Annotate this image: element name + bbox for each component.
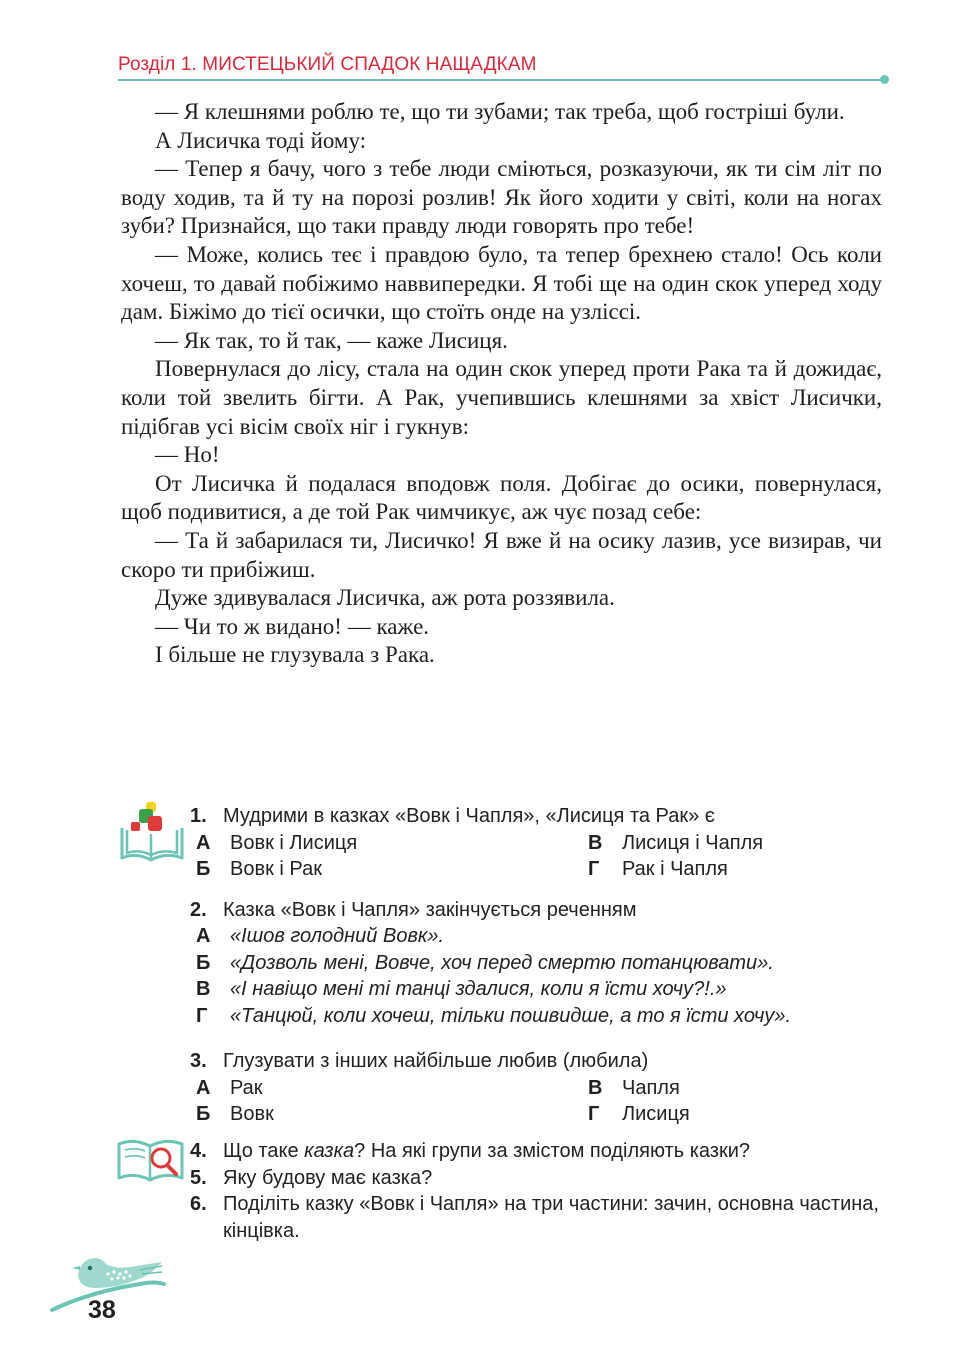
test-question-1 bbox=[190, 803, 890, 830]
answer-option: Б «Дозволь мені, Вовче, хоч перед смертю потанцювати». bbox=[196, 951, 774, 974]
story-paragraph: Повернулася до лісу, стала на один скок уперед проти Рака та й дожидає, коли той звелить бігти. А Рак, учепившись клешнями за хвіст Лисички, підібгав усі вісім своїх ніг і гукнув: bbox=[121, 356, 882, 439]
question-4: 4. Що таке казка? На які групи за змістом поділяють казки? bbox=[190, 1138, 882, 1165]
question-text: Мудрими в казках «Вовк і Чапля», «Лисиця та Рак» є bbox=[223, 805, 715, 827]
story-text bbox=[121, 98, 882, 670]
question-text: Глузувати з інших найбільше любив (любила) bbox=[223, 1050, 649, 1072]
answer-option: В Чапля bbox=[588, 1076, 680, 1099]
term: казка bbox=[304, 1140, 355, 1162]
answer-option: В «І навіщо мені ті танці здалися, коли я їсти хочу?!.» bbox=[196, 978, 727, 1000]
story-paragraph: І більше не глузувала з Рака. bbox=[155, 642, 435, 668]
answer-option: Г Рак і Чапля bbox=[588, 858, 728, 880]
answer-option: В Лисиця і Чапля bbox=[588, 831, 764, 854]
answer-options bbox=[190, 923, 890, 1029]
question-6 bbox=[190, 1191, 882, 1244]
question-5 bbox=[190, 1165, 882, 1192]
question-text: Яку будову має казка? bbox=[223, 1166, 433, 1189]
story-paragraph: — Тепер я бачу, чого з тебе люди сміються, розказуючи, як ти сім літ по воду ходив, та й ту на порозі розлив! Як його ходити у світі, коли на ногах зуби? Признайся, що таки правду люди говорять про тебе! bbox=[121, 156, 882, 239]
answer-options bbox=[190, 1075, 890, 1128]
header-rule bbox=[118, 79, 884, 81]
story-paragraph: — Я клешнями роблю те, що ти зубами; так треба, щоб гостріші були. bbox=[155, 99, 845, 124]
question-number: 1. bbox=[190, 805, 207, 827]
open-book-with-colored-blocks-icon bbox=[118, 800, 188, 864]
question-number: 3. bbox=[190, 1050, 207, 1072]
answer-option: А «Ішов голодний Вовк». bbox=[196, 925, 445, 947]
test-question-2 bbox=[190, 897, 890, 924]
answer-option: А Рак bbox=[196, 1076, 263, 1099]
answer-options bbox=[190, 830, 890, 883]
answer-option: Г Лисиця bbox=[588, 1103, 690, 1125]
story-paragraph: — Чи то ж видано! — каже. bbox=[155, 613, 430, 639]
page-header bbox=[118, 54, 888, 84]
question-number: 6. bbox=[190, 1193, 207, 1215]
section-title: Розділ 1. МИСТЕЦЬКИЙ СПАДОК НАЩАДКАМ bbox=[118, 54, 537, 75]
question-number: 4. bbox=[190, 1140, 207, 1162]
open-book-with-magnifier-icon bbox=[116, 1136, 188, 1186]
story-paragraph: — Та й забарилася ти, Лисичко! Я вже й на осику лазив, усе визирав, чи скоро ти прибіжиш. bbox=[121, 527, 882, 582]
story-paragraph: — Но! bbox=[155, 442, 220, 468]
header-rule-dot bbox=[880, 75, 889, 84]
answer-option: Г «Танцюй, коли хочеш, тільки пошвидше, а то я їсти хочу». bbox=[196, 1004, 792, 1027]
story-paragraph: А Лисичка тоді йому: bbox=[155, 127, 367, 153]
answer-option: А Вовк і Лисиця bbox=[196, 831, 358, 854]
question-text: Поділіть казку «Вовк і Чапля» на три частини: зачин, основна частина, кінцівка. bbox=[223, 1193, 879, 1242]
answer-option: Б Вовк bbox=[196, 1103, 274, 1125]
test-questions bbox=[190, 803, 890, 1128]
story-paragraph: — Може, колись теє і правдою було, та тепер брехнею стало! Ось коли хочеш, то давай побіжимо наввипередки. Я тобі ще на один скок уперед ходу дам. Біжімо до тієї осички, що стоїть онде на узліссі. bbox=[121, 241, 882, 325]
question-number: 5. bbox=[190, 1166, 207, 1189]
open-questions bbox=[190, 1138, 882, 1244]
story-paragraph: — Як так, то й так, — каже Лисиця. bbox=[155, 327, 508, 353]
page-number: 38 bbox=[88, 1296, 116, 1324]
test-question-3 bbox=[190, 1048, 890, 1075]
story-paragraph: От Лисичка й подалася вподовж поля. Добігає до осики, повернулася, щоб подивитися, а де той Рак чимчикує, аж чує позад себе: bbox=[121, 470, 882, 525]
story-paragraph: Дуже здивувалася Лисичка, аж рота роззявила. bbox=[155, 585, 615, 611]
question-text: Казка «Вовк і Чапля» закінчується реченням bbox=[223, 898, 637, 921]
question-number: 2. bbox=[190, 898, 207, 921]
answer-option: Б Вовк і Рак bbox=[196, 858, 322, 880]
